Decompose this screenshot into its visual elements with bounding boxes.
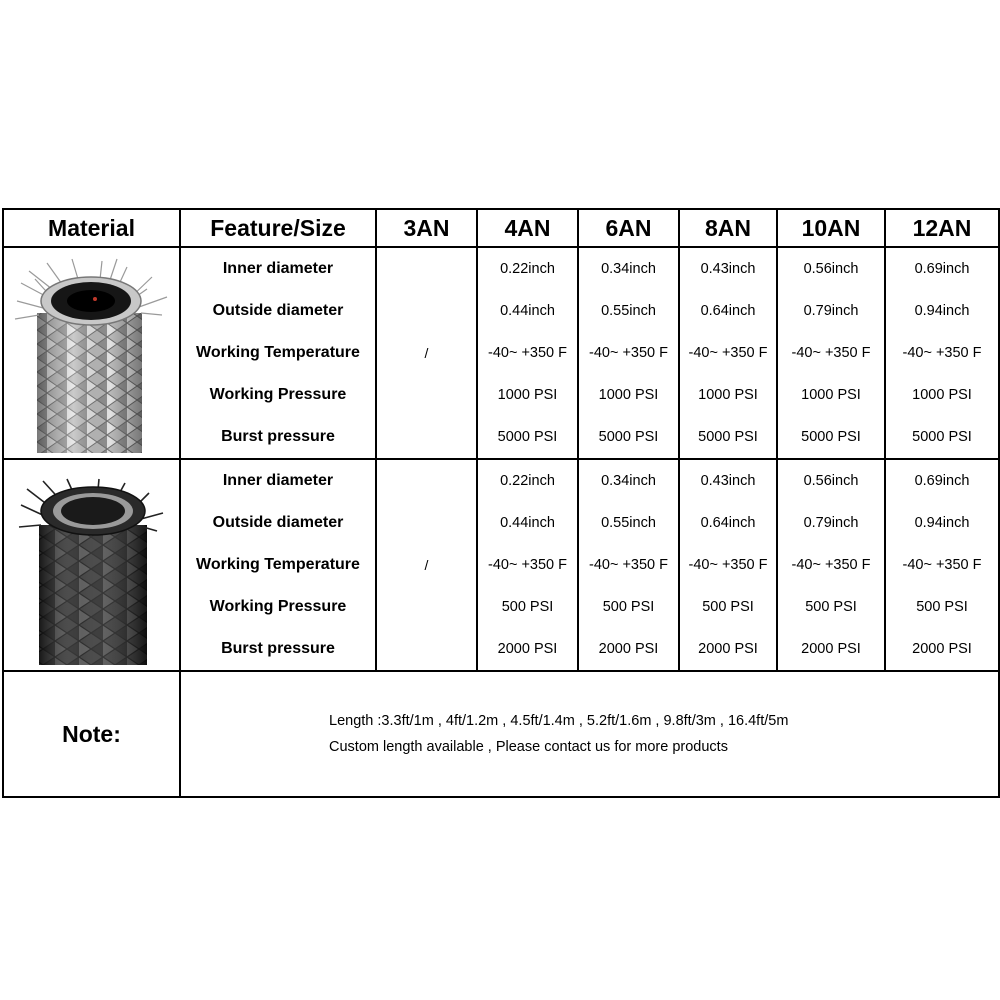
steel-10an-values [777, 247, 885, 459]
header-size-4an: 4AN [477, 209, 578, 247]
nylon-3an-value: / [376, 459, 477, 671]
nylon-feature-list [180, 459, 376, 671]
steel-12an-values [885, 247, 999, 459]
value-cell: 5000 PSI [497, 429, 558, 445]
value-cell: -40~ +350 F [902, 345, 982, 361]
value-cell: 0.44inch [500, 515, 555, 531]
value-cell: 0.34inch [601, 261, 656, 277]
value-cell: 0.34inch [601, 473, 656, 489]
header-row [3, 209, 999, 247]
steel-6an-values [578, 247, 679, 459]
feature-label: Working Temperature [196, 556, 360, 573]
feature-label: Inner diameter [222, 472, 334, 489]
nylon-6an-values [578, 459, 679, 671]
value-cell: 2000 PSI [497, 641, 558, 657]
value-cell: 0.56inch [803, 473, 859, 489]
value-cell: -40~ +350 F [488, 345, 567, 361]
value-cell: -40~ +350 F [902, 557, 982, 573]
note-row [3, 671, 999, 797]
value-cell: 0.43inch [700, 261, 756, 277]
note-custom-line: Custom length available , Please contact us for more products [329, 739, 728, 755]
steel-hose-image [3, 247, 180, 459]
value-cell: 2000 PSI [698, 641, 758, 657]
nylon-8an-values [679, 459, 777, 671]
feature-label: Working Pressure [209, 598, 347, 615]
steel-hose-group [3, 247, 999, 459]
value-cell: -40~ +350 F [791, 557, 871, 573]
note-label: Note: [3, 671, 180, 797]
value-cell: 0.69inch [914, 473, 970, 489]
value-cell: 500 PSI [702, 599, 754, 615]
value-cell: 1000 PSI [698, 387, 758, 403]
value-cell: 500 PSI [602, 599, 655, 615]
value-cell: 500 PSI [501, 599, 554, 615]
value-cell: 0.55inch [601, 303, 656, 319]
header-material: Material [3, 209, 180, 247]
value-cell: 0.64inch [700, 515, 756, 531]
value-cell: 1000 PSI [801, 387, 861, 403]
value-cell: 0.94inch [914, 515, 970, 531]
nylon-hose-image [3, 459, 180, 671]
feature-label: Inner diameter [222, 260, 334, 277]
feature-label: Working Pressure [209, 386, 347, 403]
value-cell: 2000 PSI [912, 641, 972, 657]
nylon-10an-values [777, 459, 885, 671]
header-size-6an: 6AN [578, 209, 679, 247]
feature-label: Outside diameter [212, 514, 344, 531]
steel-3an-value: / [376, 247, 477, 459]
value-cell: -40~ +350 F [688, 345, 768, 361]
value-cell: 5000 PSI [598, 429, 659, 445]
nylon-braided-hose-illustration [7, 465, 177, 665]
value-cell: 5000 PSI [912, 429, 972, 445]
steel-feature-list [180, 247, 376, 459]
value-cell: 500 PSI [916, 599, 968, 615]
note-text [180, 671, 999, 797]
steel-8an-values [679, 247, 777, 459]
value-cell: -40~ +350 F [589, 557, 668, 573]
value-cell: 0.69inch [914, 261, 970, 277]
value-cell: 1000 PSI [912, 387, 972, 403]
value-cell: 2000 PSI [801, 641, 861, 657]
value-cell: 0.79inch [803, 515, 859, 531]
header-size-3an: 3AN [376, 209, 477, 247]
value-cell: -40~ +350 F [488, 557, 567, 573]
nylon-hose-group [3, 459, 999, 671]
value-cell: -40~ +350 F [791, 345, 871, 361]
value-cell: 0.55inch [601, 515, 656, 531]
value-cell: 1000 PSI [497, 387, 558, 403]
nylon-4an-values [477, 459, 578, 671]
steel-4an-values [477, 247, 578, 459]
header-size-10an: 10AN [777, 209, 885, 247]
value-cell: 2000 PSI [598, 641, 659, 657]
value-cell: 0.64inch [700, 303, 756, 319]
value-cell: 5000 PSI [801, 429, 861, 445]
note-length-line: Length :3.3ft/1m , 4ft/1.2m , 4.5ft/1.4m , 5.2ft/1.6m , 9.8ft/3m , 16.4ft/5m [329, 713, 789, 729]
value-cell: -40~ +350 F [589, 345, 668, 361]
spec-table [2, 208, 1000, 798]
steel-braided-hose-illustration [7, 253, 177, 453]
header-size-12an: 12AN [885, 209, 999, 247]
value-cell: 0.56inch [803, 261, 859, 277]
nylon-12an-values [885, 459, 999, 671]
feature-label: Working Temperature [196, 344, 360, 361]
value-cell: 0.94inch [914, 303, 970, 319]
header-feature: Feature/Size [180, 209, 376, 247]
header-size-8an: 8AN [679, 209, 777, 247]
value-cell: 5000 PSI [698, 429, 758, 445]
value-cell: -40~ +350 F [688, 557, 768, 573]
value-cell: 1000 PSI [598, 387, 659, 403]
feature-label: Outside diameter [212, 302, 344, 319]
value-cell: 500 PSI [805, 599, 857, 615]
value-cell: 0.22inch [500, 261, 555, 277]
feature-label: Burst pressure [221, 428, 335, 445]
value-cell: 0.44inch [500, 303, 555, 319]
value-cell: 0.22inch [500, 473, 555, 489]
feature-label: Burst pressure [221, 640, 335, 657]
value-cell: 0.79inch [803, 303, 859, 319]
value-cell: 0.43inch [700, 473, 756, 489]
